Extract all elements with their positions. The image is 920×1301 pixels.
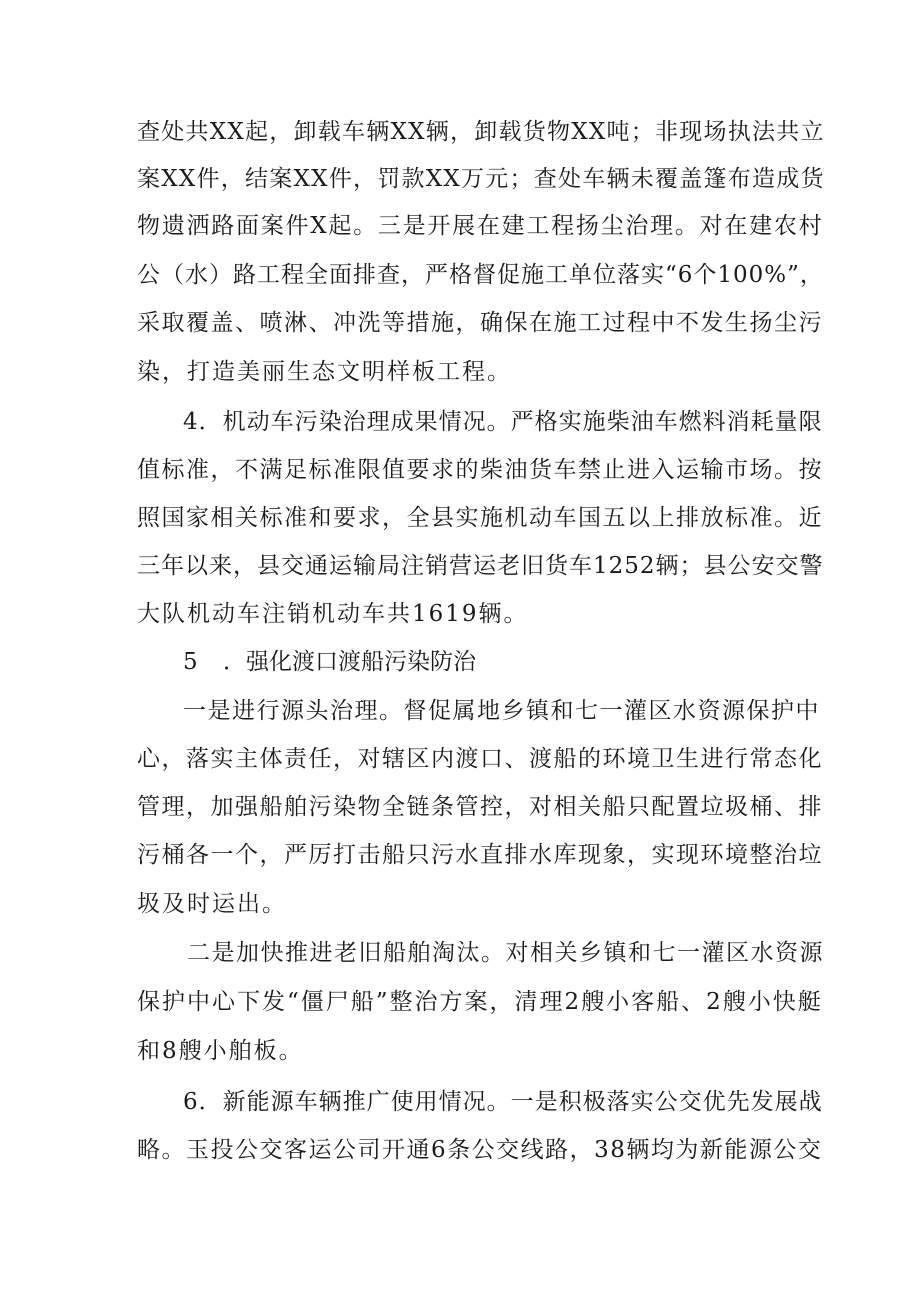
paragraph-3-line-5: 采取覆盖、喷淋、冲洗等措施，确保在施工过程中不发生扬尘污 — [137, 310, 823, 336]
paragraph-3-line-2: 案XX件，结案XX件，罚款XX万元；查处车辆未覆盖篷布造成货 — [137, 166, 825, 192]
paragraph-5b-line-3: 和8艘小舶板。 — [137, 1038, 304, 1064]
section-heading-5 — [183, 645, 476, 679]
section-number: 5 — [183, 649, 198, 675]
paragraph-5b-line-2: 保护中心下发“僵尸船”整治方案，清理2艘小客船、2艘小快艇 — [137, 989, 823, 1015]
paragraph-5a-line-1: 一是进行源头治理。督促属地乡镇和七一灌区水资源保护中 — [183, 698, 820, 724]
paragraph-5a-line-3: 管理，加强船舶污染物全链条管控，对相关船只配置垃圾桶、排 — [137, 794, 823, 820]
paragraph-5a-line-4: 污桶各一个，严厉打击船只污水直排水库现象，实现环境整治垃 — [137, 842, 823, 868]
paragraph-6-line-1: 6．新能源车辆推广使用情况。一是积极落实公交优先发展战 — [183, 1089, 823, 1115]
paragraph-5a-line-5: 圾及时运出。 — [137, 891, 287, 917]
paragraph-4-line-5: 大队机动车注销机动车共1619辆。 — [137, 601, 529, 627]
paragraph-3-line-4: 公（水）路工程全面排查，严格督促施工单位落实“6个100%”， — [137, 262, 824, 288]
paragraph-3-line-6: 染，打造美丽生态文明样板工程。 — [137, 359, 512, 385]
paragraph-6-line-2: 略。玉投公交客运公司开通6条公交线路，38辆均为新能源公交 — [137, 1137, 823, 1163]
paragraph-4-line-4: 三年以来，县交通运输局注销营运老旧货车1252辆；县公安交警 — [137, 553, 824, 579]
section-title: ．强化渡口渡船污染防治 — [223, 649, 476, 675]
paragraph-4-line-2: 值标准，不满足标准限值要求的柴油货车禁止进入运输市场。按 — [137, 457, 823, 483]
paragraph-3-line-1: 查处共XX起，卸载车辆XX辆，卸载货物XX吨；非现场执法共立 — [137, 119, 825, 145]
paragraph-4-line-1: 4．机动车污染治理成果情况。严格实施柴油车燃料消耗量限 — [183, 409, 823, 435]
paragraph-5a-line-2: 心，落实主体责任，对辖区内渡口、渡船的环境卫生进行常态化 — [137, 746, 823, 772]
paragraph-3-line-3: 物遗洒路面案件X起。三是开展在建工程扬尘治理。对在建农村 — [137, 213, 824, 239]
paragraph-4-line-3: 照国家相关标准和要求，全县实施机动车国五以上排放标准。近 — [137, 505, 823, 531]
paragraph-5b-line-1: 二是加快推进老旧船舶淘汰。对相关乡镇和七一灌区水资源 — [187, 940, 824, 966]
